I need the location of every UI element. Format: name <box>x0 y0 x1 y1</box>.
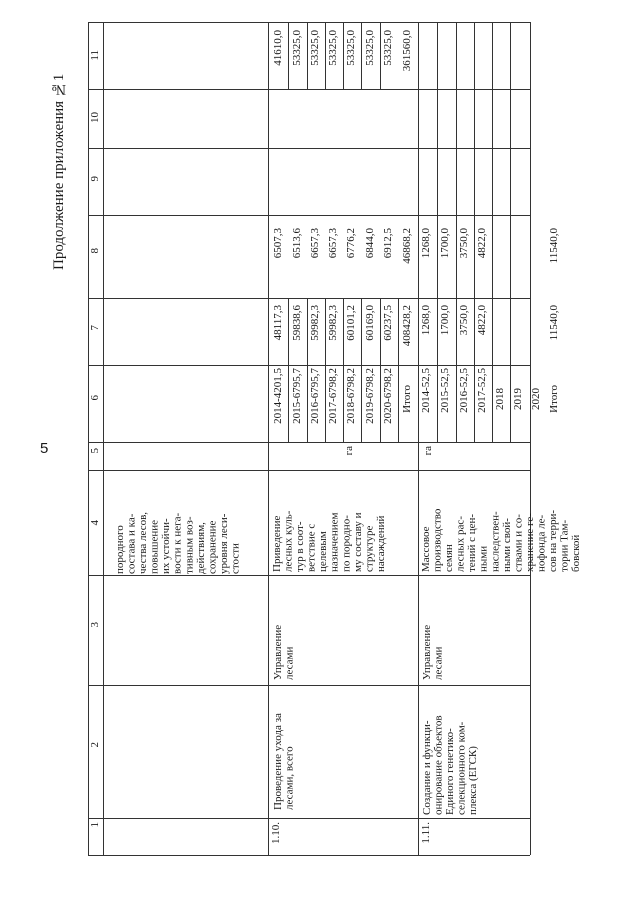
col8-value: 6657,3 <box>327 228 339 259</box>
year-value: 2014-52,5 <box>420 368 432 413</box>
col8-value: 1700,0 <box>439 228 451 259</box>
col8-value: 6912,5 <box>382 228 394 259</box>
activity-name: Создание и функци- онирование объектов Единого генетико- селекционного ком- плекса (ЕГСК) <box>421 715 480 815</box>
column-number: 5 <box>89 448 101 454</box>
row-number: 1.10. <box>270 822 282 844</box>
indicator: Массовое производство семян лесных рас- тений с цен- ными наследствен- ными свой- ствами и со- хранение ге- нофонда ле- сов на терри- тории Там- бовской <box>420 508 583 572</box>
executor: Управление лесами <box>421 624 445 680</box>
col8-value: 6844,0 <box>364 228 376 259</box>
column-number: 2 <box>89 742 101 748</box>
col7-value: 1268,0 <box>420 305 432 336</box>
col11-value: 41610,0 <box>272 30 284 66</box>
activity-name: Проведение ухода за лесами, всего <box>272 713 296 810</box>
col7-value: 59982,3 <box>309 305 321 341</box>
col8-value: 6513,6 <box>291 228 303 259</box>
col8-value: 6776,2 <box>345 228 357 259</box>
year-value: 2016-52,5 <box>458 368 470 413</box>
year-value: 2015-52,5 <box>439 368 451 413</box>
indicator: Приведение лесных куль- тур в соот- ветствие с целевым назначением по породно- му составу и структуре насаждений <box>271 510 387 572</box>
col7-value: 59982,3 <box>327 305 339 341</box>
col7-value: 60101,2 <box>345 305 357 341</box>
year-value: 2015-6795,7 <box>291 368 303 424</box>
continued-indicator-text: породного состава и ка- чества лесов, повышение их устойчи- вости к нега- тивным воз- действиям, сохранение уровня леси- стости <box>114 511 242 574</box>
year-value: 2019 <box>512 388 524 410</box>
year-value: 2017-52,5 <box>476 368 488 413</box>
col11-value: 53325,0 <box>345 30 357 66</box>
year-value: 2018 <box>494 388 506 410</box>
column-number: 7 <box>89 325 101 331</box>
year-value: 2016-6795,7 <box>309 368 321 424</box>
col7-value: 408428,2 <box>401 305 413 347</box>
col11-value: 53325,0 <box>364 30 376 66</box>
year-value: 2020 <box>530 388 542 410</box>
column-number: 10 <box>89 112 101 123</box>
unit: га <box>343 446 355 456</box>
executor: Управление лесами <box>272 624 296 680</box>
col7-value: 59838,6 <box>291 305 303 341</box>
col7-value: 1700,0 <box>439 305 451 336</box>
col7-value: 4822,0 <box>476 305 488 336</box>
col7-value: 11540,0 <box>548 305 560 341</box>
column-number: 8 <box>89 248 101 254</box>
col8-value: 1268,0 <box>420 228 432 259</box>
col8-value: 4822,0 <box>476 228 488 259</box>
col7-value: 60237,5 <box>382 305 394 341</box>
col8-value: 46868,2 <box>401 228 413 264</box>
col11-value: 53325,0 <box>327 30 339 66</box>
total-label: Итого <box>548 385 560 413</box>
col8-value: 3750,0 <box>458 228 470 259</box>
page-number: 5 <box>40 440 49 457</box>
col11-value: 53325,0 <box>309 30 321 66</box>
col11-value: 53325,0 <box>382 30 394 66</box>
column-number: 4 <box>89 520 101 526</box>
page-header: Продолжение приложения №1 <box>51 73 67 270</box>
unit: га <box>422 446 434 456</box>
col7-value: 3750,0 <box>458 305 470 336</box>
column-number: 9 <box>89 176 101 182</box>
year-value: 2017-6798,2 <box>327 368 339 424</box>
row-number: 1.11. <box>420 822 432 844</box>
col7-value: 60169,0 <box>364 305 376 341</box>
col8-value: 11540,0 <box>548 228 560 264</box>
year-value: 2020-6798,2 <box>382 368 394 424</box>
total-label: Итого <box>401 385 413 413</box>
col8-value: 6657,3 <box>309 228 321 259</box>
column-number: 3 <box>89 622 101 628</box>
col8-value: 6507,3 <box>272 228 284 259</box>
col11-value: 53325,0 <box>291 30 303 66</box>
col7-value: 48117,3 <box>272 305 284 341</box>
column-number: 1 <box>89 822 101 828</box>
column-number: 6 <box>89 395 101 401</box>
year-value: 2019-6798,2 <box>364 368 376 424</box>
column-number: 11 <box>89 50 101 61</box>
year-value: 2014-4201,5 <box>272 368 284 424</box>
col11-value: 361560,0 <box>401 30 413 72</box>
year-value: 2018-6798,2 <box>345 368 357 424</box>
